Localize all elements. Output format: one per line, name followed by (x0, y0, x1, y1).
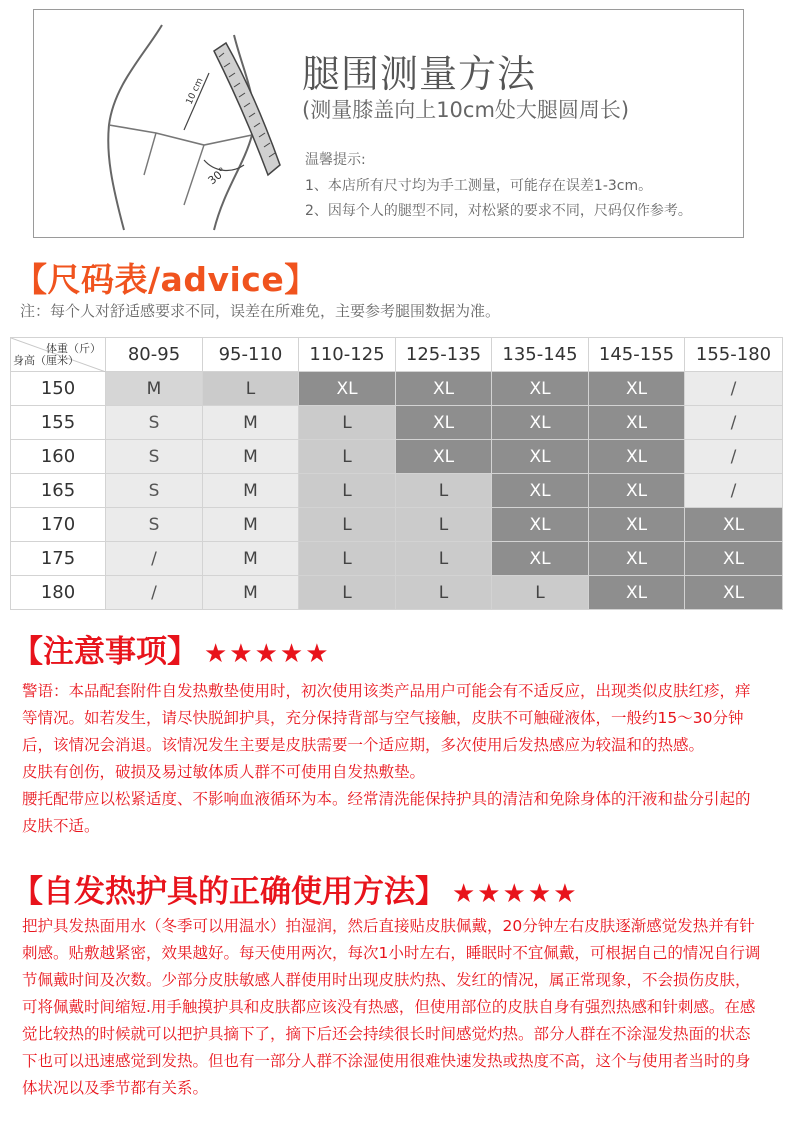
size-cell: M (203, 440, 299, 474)
size-cell: M (203, 542, 299, 576)
size-cell: / (685, 406, 783, 440)
notice-body (22, 678, 762, 840)
size-cell: XL (685, 576, 783, 610)
size-cell: M (203, 406, 299, 440)
size-cell: XL (492, 474, 589, 508)
size-cell: S (106, 474, 203, 508)
size-cell: M (203, 474, 299, 508)
usage-heading-text: 【自发热护具的正确使用方法】 (12, 874, 446, 910)
size-cell: XL (685, 508, 783, 542)
height-row-header: 150 (11, 372, 106, 406)
table-row (11, 508, 783, 542)
leg-measurement-illustration (84, 15, 304, 235)
weight-range-header: 155-180 (685, 338, 783, 372)
weight-range-header: 80-95 (106, 338, 203, 372)
tip-line: 1、本店所有尺寸均为手工测量，可能存在误差1-3cm。 (305, 178, 653, 194)
notice-paragraph: 腰托配带应以松紧适度、不影响血液循环为本。经常清洗能保持护具的清洁和免除身体的汗液和盐分引起的皮肤不适。 (22, 790, 751, 835)
tip-line: 2、因每个人的腿型不同，对松紧的要求不同，尺码仅作参考。 (305, 203, 692, 219)
height-row-header: 180 (11, 576, 106, 610)
size-cell: L (299, 406, 396, 440)
size-cell: XL (299, 372, 396, 406)
size-cell: M (203, 576, 299, 610)
size-cell: L (396, 508, 492, 542)
size-chart-body (11, 372, 783, 610)
leg-drawing (84, 15, 304, 235)
size-cell: L (396, 576, 492, 610)
size-cell: XL (396, 406, 492, 440)
size-cell: XL (492, 508, 589, 542)
size-cell: L (203, 372, 299, 406)
table-row (11, 474, 783, 508)
size-cell: / (106, 542, 203, 576)
weight-range-header: 145-155 (589, 338, 685, 372)
size-cell: L (396, 542, 492, 576)
size-cell: XL (589, 576, 685, 610)
height-row-header: 165 (11, 474, 106, 508)
size-cell: L (492, 576, 589, 610)
rating-stars-icon: ★★★★★ (204, 639, 331, 669)
height-row-header: 175 (11, 542, 106, 576)
size-cell: / (685, 372, 783, 406)
weight-axis-label: 体重（斤） (46, 342, 101, 355)
size-cell: XL (492, 542, 589, 576)
length-label: 10 cm (184, 76, 206, 107)
angle-label: 30° (205, 164, 229, 188)
size-chart-table (10, 337, 783, 610)
size-cell: XL (685, 542, 783, 576)
size-cell: XL (396, 372, 492, 406)
weight-range-header: 110-125 (299, 338, 396, 372)
size-cell: M (106, 372, 203, 406)
usage-paragraph: 把护具发热面用水（冬季可以用温水）拍湿润，然后直接贴皮肤佩戴，20分钟左右皮肤逐渐感觉发热并有针刺感。贴敷越紧密，效果越好。每天使用两次，每次1小时左右，睡眠时不宜佩戴，可根据自己的情况自行调节佩戴时间及次数。少部分皮肤敏感人群使用时出现皮肤灼热、发红的情况，属正常现象，不会损伤皮肤，可将佩戴时间缩短.用手触摸护具和皮肤都应该没有热感，但使用部位的皮肤自身有强烈热感和针刺感。在感觉比较热的时候就可以把护具摘下了，摘下后还会持续很长时间感觉灼热。部分人群在不涂湿发热面的状态下也可以迅速感觉到发热。但也有一部分人群不涂湿使用很难快速发热或热度不高，这个与使用者当时的身体状况以及季节都有关系。 (22, 917, 761, 1097)
notice-heading-text: 【注意事项】 (12, 634, 198, 670)
weight-range-header: 135-145 (492, 338, 589, 372)
size-cell: S (106, 440, 203, 474)
size-cell: L (299, 474, 396, 508)
table-header-row (11, 338, 783, 372)
size-cell: XL (396, 440, 492, 474)
size-cell: XL (492, 372, 589, 406)
size-cell: S (106, 406, 203, 440)
measurement-title: 腿围测量方法 (302, 52, 537, 96)
size-cell: / (685, 474, 783, 508)
usage-heading (12, 866, 579, 911)
size-cell: L (299, 440, 396, 474)
size-cell: L (299, 576, 396, 610)
size-cell: XL (589, 440, 685, 474)
size-cell: XL (492, 440, 589, 474)
size-chart-note: 注：每个人对舒适感要求不同，误差在所难免，主要参考腿围数据为准。 (20, 302, 501, 320)
notice-paragraph: 警语：本品配套附件自发热敷垫使用时，初次使用该类产品用户可能会有不适反应，出现类似皮肤红疹，痒等情况。如若发生，请尽快脱卸护具，充分保持背部与空气接触，皮肤不可触碰液体，一般约15～30分钟后，该情况会消退。该情况发生主要是皮肤需要一个适应期，多次使用后发热感应为较温和的热感。 (22, 682, 751, 754)
notice-paragraph: 皮肤有创伤，破损及易过敏体质人群不可使用自发热敷垫。 (22, 763, 426, 781)
size-cell: S (106, 508, 203, 542)
table-row (11, 576, 783, 610)
notice-heading (12, 626, 331, 671)
usage-body (22, 913, 762, 1102)
height-row-header: 155 (11, 406, 106, 440)
table-row (11, 542, 783, 576)
size-cell: L (396, 474, 492, 508)
size-cell: XL (589, 508, 685, 542)
rating-stars-icon: ★★★★★ (452, 879, 579, 909)
size-cell: XL (589, 542, 685, 576)
measurement-guide (33, 9, 744, 238)
tips-title: 温馨提示: (305, 152, 366, 168)
size-cell: XL (589, 474, 685, 508)
weight-range-header: 95-110 (203, 338, 299, 372)
size-cell: XL (589, 406, 685, 440)
size-cell: / (685, 440, 783, 474)
table-row (11, 372, 783, 406)
size-cell: XL (589, 372, 685, 406)
size-cell: L (299, 508, 396, 542)
weight-range-header: 125-135 (396, 338, 492, 372)
size-chart-heading: 【尺码表/advice】 (14, 260, 318, 299)
table-row (11, 406, 783, 440)
table-row (11, 440, 783, 474)
height-row-header: 160 (11, 440, 106, 474)
size-cell: / (106, 576, 203, 610)
height-axis-label: 身高（厘米） (13, 354, 79, 367)
size-cell: XL (492, 406, 589, 440)
size-cell: L (299, 542, 396, 576)
table-corner-cell (11, 338, 106, 372)
height-row-header: 170 (11, 508, 106, 542)
measurement-subtitle: (测量膝盖向上10cm处大腿圆周长) (302, 98, 630, 122)
size-cell: M (203, 508, 299, 542)
